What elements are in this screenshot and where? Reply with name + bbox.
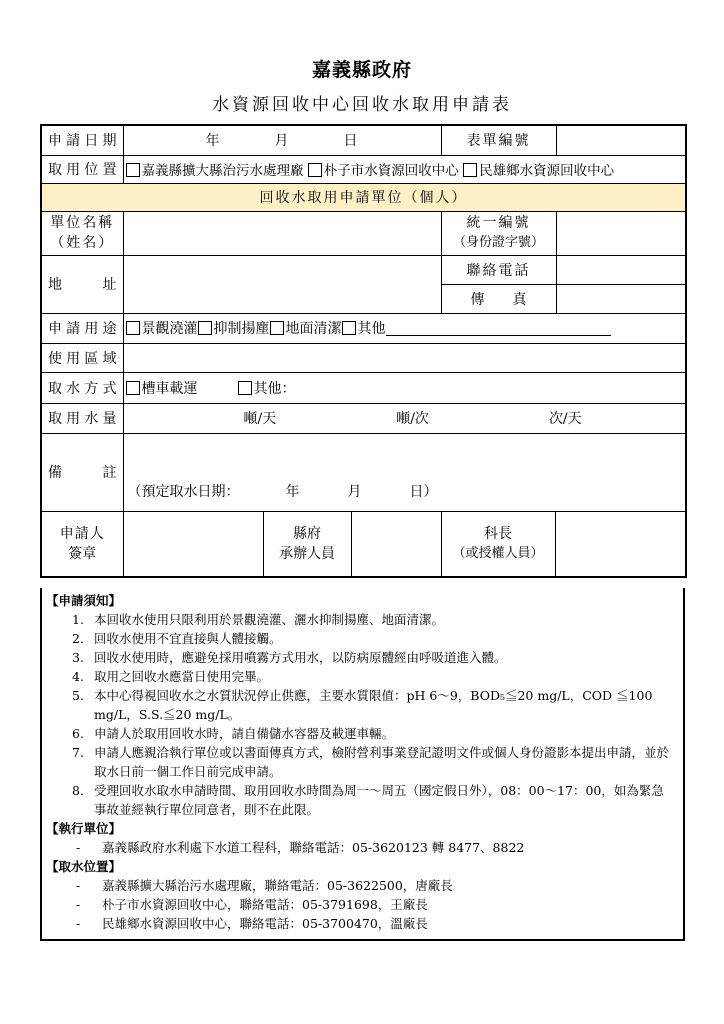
applicant-label: 申請人 簽章 bbox=[41, 511, 123, 577]
section-header: 回收水取用申請單位（個人） bbox=[41, 183, 686, 211]
notice-item-number: 4. bbox=[72, 669, 84, 684]
location-item bbox=[42, 876, 683, 895]
location-options bbox=[123, 155, 686, 183]
exec-list bbox=[42, 838, 683, 857]
dash-bullet: - bbox=[76, 897, 81, 912]
notice-item-text: 取用之回收水應當日使用完畢。 bbox=[94, 669, 270, 684]
county-sign-field[interactable] bbox=[351, 511, 441, 577]
area-field[interactable] bbox=[123, 343, 686, 372]
fax-field[interactable] bbox=[556, 284, 686, 313]
notice-item-number: 3. bbox=[72, 650, 84, 665]
chief-cell bbox=[441, 511, 686, 577]
county-label: 縣府 承辦人員 bbox=[263, 511, 351, 577]
row-method bbox=[41, 372, 686, 403]
purpose-options bbox=[123, 313, 686, 343]
notice-item bbox=[42, 686, 683, 724]
unit-name-label: 單位名稱 （姓名） bbox=[41, 211, 123, 255]
notice-item-text: 本回收水使用只限利用於景觀澆灌、灑水抑制揚塵、地面清潔。 bbox=[94, 612, 445, 627]
phone-label: 聯絡電話 bbox=[441, 255, 556, 284]
location-item-text: 朴子市水資源回收中心，聯絡電話：05-3791698，王廠長 bbox=[102, 897, 428, 912]
application-form-table bbox=[40, 124, 687, 578]
row-unit-name bbox=[41, 211, 686, 255]
unit-name-field[interactable] bbox=[123, 211, 441, 255]
planned-day: 日） bbox=[409, 483, 438, 500]
planned-year: 年 bbox=[285, 483, 300, 500]
remarks-field[interactable] bbox=[123, 433, 686, 511]
phone-field[interactable] bbox=[556, 255, 686, 284]
notice-item-text: 受理回收水取水申請時間、取用回收水時間為周一～周五（國定假日外），08：00～17：00，如為緊急事故並經執行單位同意者，則不在此限。 bbox=[94, 783, 664, 817]
date-year-label: 年 bbox=[205, 133, 220, 150]
row-section-header bbox=[41, 183, 686, 211]
location-option-1[interactable]: 嘉義縣擴大縣治污水處理廠 bbox=[126, 163, 304, 179]
apply-date-label: 申請日期 bbox=[41, 125, 123, 155]
dash-bullet: - bbox=[76, 878, 81, 893]
row-signatures bbox=[41, 511, 686, 577]
notice-item bbox=[42, 667, 683, 686]
method-option-1[interactable]: 槽車載運 bbox=[126, 381, 198, 397]
location-item bbox=[42, 895, 683, 914]
loc-header: 【取水位置】 bbox=[46, 859, 122, 874]
remarks-label: 備 註 bbox=[41, 433, 123, 511]
location-option-3[interactable]: 民雄鄉水資源回收中心 bbox=[463, 163, 614, 179]
notice-item bbox=[42, 781, 683, 819]
checkbox-icon[interactable] bbox=[198, 321, 212, 335]
row-apply-date bbox=[41, 125, 686, 155]
location-item-text: 嘉義縣擴大縣治污水處理廠，聯絡電話：05-3622500，唐廠長 bbox=[102, 878, 453, 893]
exec-item-text: 嘉義縣政府水利處下水道工程科，聯絡電話：05-3620123 轉 8477、8822 bbox=[102, 840, 525, 855]
checkbox-icon[interactable] bbox=[126, 381, 140, 395]
planned-date-prefix: （預定取水日期： bbox=[127, 483, 240, 500]
notice-item-text: 申請人於取用回收水時，請自備儲水容器及載運車輛。 bbox=[94, 726, 395, 741]
volume-label: 取用水量 bbox=[41, 403, 123, 433]
notice-item bbox=[42, 648, 683, 667]
notice-item-text: 申請人應親洽執行單位或以書面傳真方式，檢附營利事業登記證明文件或個人身份證影本提出申請，並於取水日前一個工作日前完成申請。 bbox=[94, 745, 670, 779]
form-no-field[interactable] bbox=[556, 125, 686, 155]
chief-sign-field[interactable] bbox=[556, 512, 686, 576]
notice-item-text: 回收水使用不宜直接與人體接觸。 bbox=[94, 631, 282, 646]
row-remarks bbox=[41, 433, 686, 511]
checkbox-icon[interactable] bbox=[342, 321, 356, 335]
notice-item-number: 8. bbox=[72, 783, 84, 798]
dash-bullet: - bbox=[76, 916, 81, 931]
location-item bbox=[42, 914, 683, 933]
row-volume bbox=[41, 403, 686, 433]
loc-list bbox=[42, 876, 683, 933]
row-area bbox=[41, 343, 686, 372]
exec-item bbox=[42, 838, 683, 857]
method-label: 取水方式 bbox=[41, 372, 123, 403]
notice-list bbox=[42, 610, 683, 819]
purpose-label: 申請用途 bbox=[41, 313, 123, 343]
volume-field[interactable] bbox=[123, 403, 686, 433]
notice-item-number: 6. bbox=[72, 726, 84, 741]
area-label: 使用區域 bbox=[41, 343, 123, 372]
notice-item-number: 7. bbox=[72, 745, 84, 760]
purpose-option-1[interactable]: 景觀澆灌 bbox=[126, 321, 198, 337]
location-option-2[interactable]: 朴子市水資源回收中心 bbox=[308, 163, 459, 179]
method-option-2[interactable]: 其他： bbox=[238, 381, 296, 397]
dash-bullet: - bbox=[76, 840, 81, 855]
applicant-sign-field[interactable] bbox=[123, 511, 263, 577]
planned-month: 月 bbox=[347, 483, 362, 500]
row-purpose bbox=[41, 313, 686, 343]
notice-item bbox=[42, 610, 683, 629]
checkbox-icon[interactable] bbox=[463, 163, 477, 177]
notice-header: 【申請須知】 bbox=[46, 593, 122, 608]
other-purpose-line[interactable] bbox=[386, 321, 611, 336]
agency-title: 嘉義縣政府 bbox=[311, 59, 412, 81]
unified-no-field[interactable] bbox=[556, 211, 686, 255]
notice-item-number: 2. bbox=[72, 631, 84, 646]
purpose-option-2[interactable]: 抑制揚塵 bbox=[198, 321, 270, 337]
address-label: 地 址 bbox=[41, 255, 123, 313]
checkbox-icon[interactable] bbox=[126, 321, 140, 335]
purpose-option-4[interactable]: 其他 bbox=[342, 321, 386, 337]
chief-label: 科長 （或授權人員） bbox=[442, 512, 556, 576]
address-field[interactable] bbox=[123, 255, 441, 313]
notice-item-text: 回收水使用時，應避免採用噴霧方式用水，以防病原體經由呼吸道進入體。 bbox=[94, 650, 507, 665]
notes-section bbox=[40, 588, 685, 941]
purpose-option-3[interactable]: 地面清潔 bbox=[270, 321, 342, 337]
date-day-label: 日 bbox=[343, 133, 358, 150]
checkbox-icon[interactable] bbox=[126, 163, 140, 177]
notice-item bbox=[42, 724, 683, 743]
row-location bbox=[41, 155, 686, 183]
location-label: 取用位置 bbox=[41, 155, 123, 183]
checkbox-icon[interactable] bbox=[238, 381, 252, 395]
checkbox-icon[interactable] bbox=[270, 321, 284, 335]
row-phone bbox=[41, 255, 686, 284]
notice-item-text: 本中心得視回收水之水質狀況停止供應，主要水質限值：pH 6～9，BOD₅≦20 mg/L，COD ≦100 mg/L，S.S.≦20 mg/L。 bbox=[94, 688, 653, 722]
form-title: 水資源回收中心回收水取用申請表 bbox=[212, 95, 512, 115]
location-item-text: 民雄鄉水資源回收中心，聯絡電話：05-3700470，溫廠長 bbox=[102, 916, 428, 931]
notice-item-number: 1. bbox=[72, 612, 84, 627]
form-no-label: 表單編號 bbox=[441, 125, 556, 155]
notice-item bbox=[42, 743, 683, 781]
checkbox-icon[interactable] bbox=[308, 163, 322, 177]
fax-label: 傳 真 bbox=[441, 284, 556, 313]
method-options bbox=[123, 372, 686, 403]
volume-unit-times-day: 次/天 bbox=[548, 411, 582, 427]
volume-unit-day: 噸/天 bbox=[243, 411, 277, 427]
exec-header: 【執行單位】 bbox=[46, 821, 122, 836]
notice-item-number: 5. bbox=[72, 688, 84, 703]
notice-item bbox=[42, 629, 683, 648]
volume-unit-time: 噸/次 bbox=[396, 411, 429, 427]
apply-date-field[interactable] bbox=[123, 125, 441, 155]
unified-no-label: 統一編號 （身份證字號） bbox=[441, 211, 556, 255]
date-month-label: 月 bbox=[274, 133, 289, 150]
